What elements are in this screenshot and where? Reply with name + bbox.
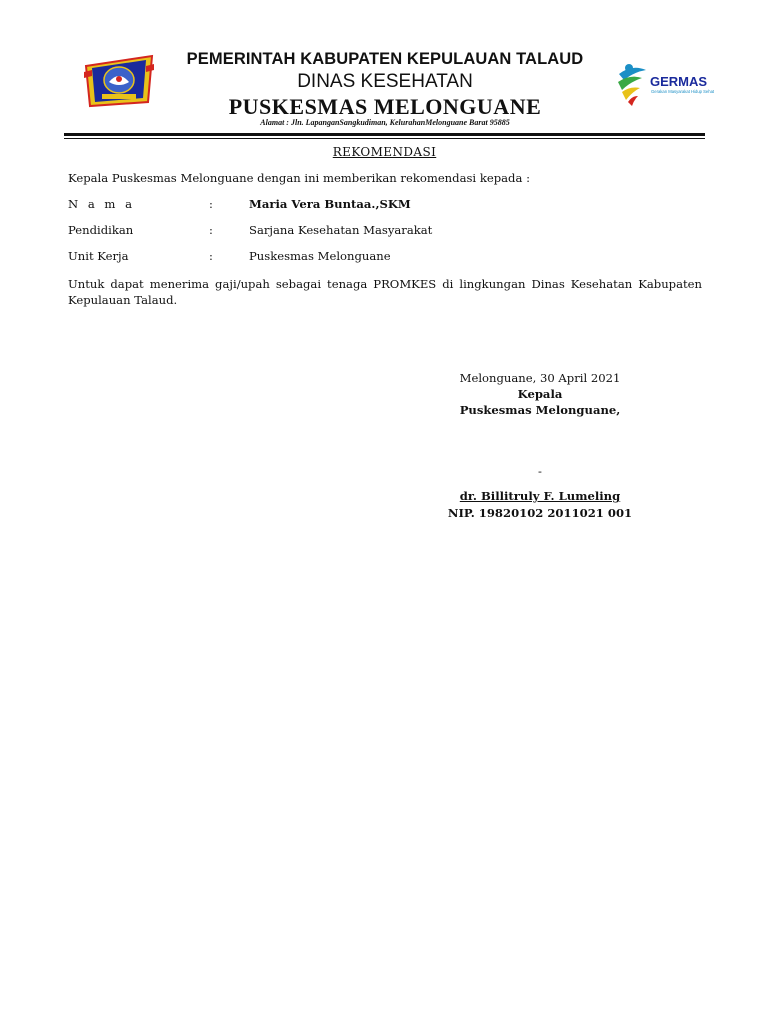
signature-position: Kepala	[517, 387, 563, 401]
signature-organization: Puskesmas Melonguane,	[459, 403, 621, 417]
field-label-work-unit: Unit Kerja	[68, 249, 129, 263]
field-label-education: Pendidikan	[68, 223, 134, 237]
letterhead-institution: PUSKESMAS MELONGUANE	[228, 94, 542, 119]
signature-dash: -	[538, 464, 542, 478]
field-colon-name: :	[209, 197, 213, 211]
letterhead-address: Alamat : Jln. LapanganSangkudiman, KelurahanMelonguane Barat 95885	[260, 118, 510, 127]
field-label-name: N a m a	[68, 197, 136, 211]
field-value-education: Sarjana Kesehatan Masyarakat	[249, 223, 433, 237]
field-value-name: Maria Vera Buntaa.,SKM	[249, 197, 411, 211]
letterhead-department: DINAS KESEHATAN	[297, 71, 473, 92]
intro-text: Kepala Puskesmas Melonguane dengan ini memberikan rekomendasi kepada :	[68, 171, 530, 185]
regency-emblem-icon	[82, 52, 156, 110]
field-colon-work-unit: :	[209, 249, 213, 263]
letterhead-divider-thick	[64, 133, 705, 136]
field-colon-education: :	[209, 223, 213, 237]
document-title: REKOMENDASI	[332, 145, 437, 159]
body-paragraph: Untuk dapat menerima gaji/upah sebagai tenaga PROMKES di lingkungan Dinas Kesehatan Kabupaten Kepulauan Talaud.	[68, 277, 702, 307]
field-value-work-unit: Puskesmas Melonguane	[249, 249, 391, 263]
letterhead-government: PEMERINTAH KABUPATEN KEPULAUAN TALAUD	[186, 50, 584, 68]
signatory-name: dr. Billitruly F. Lumeling	[459, 489, 621, 503]
signatory-nip: NIP. 19820102 2011021 001	[447, 506, 633, 520]
germas-logo-icon	[616, 62, 720, 106]
germas-logo-text: GERMAS	[650, 74, 708, 89]
germas-logo-subtext: Gerakan Masyarakat Hidup Sehat	[651, 89, 715, 94]
letterhead-divider-thin	[64, 138, 705, 139]
signature-place-date: Melonguane, 30 April 2021	[459, 371, 621, 385]
